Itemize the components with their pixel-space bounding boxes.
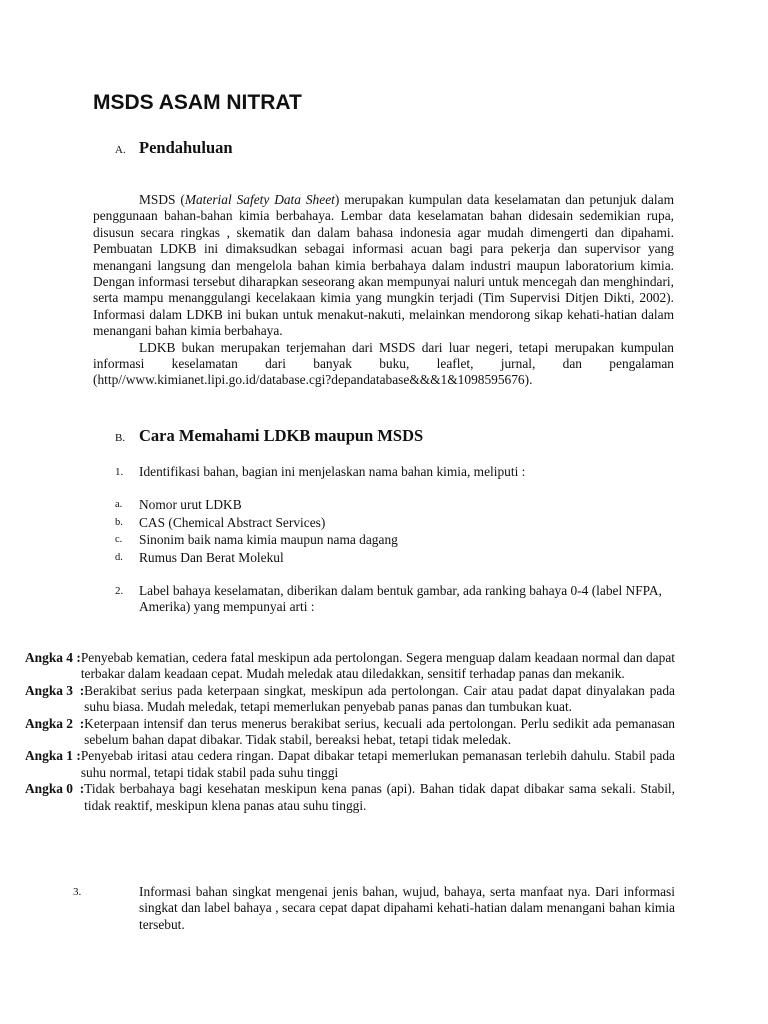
hazard-rank-label: Angka 0 : — [25, 781, 85, 797]
sublist-item — [115, 515, 398, 533]
hazard-rank-text: Tidak berbahaya bagi kesehatan meskipun kena panas (api). Bahan tidak dapat dibakar sama sekali. Stabil, tidak reaktif, meskipun klena panas atau suhu tinggi. — [84, 781, 675, 813]
hazard-rank-label: Angka 2 : — [25, 715, 85, 731]
list-item-2 — [115, 583, 675, 616]
intro-p1-rest: ) merupakan kumpulan data keselamatan dan petunjuk dalam penggunaan bahan-bahan kimia berbahaya. Lembar data keselamatan bahan didesain sedemikian rupa, disusun secara ringkas , skematik dan dalam bahasa indonesia agar mudah dimengerti dan dipahami. Pembuatan LDKB ini dimaksudkan sebagai informasi acuan bagi para pekerja dan supervisor yang menangani langsung dan mengelola bahan kimia berbahaya dalam industri maupun laboratorium kimia. Dengan informasi tersebut diharapkan seseorang akan mempunyai naluri untuk mencegah dan menghindari, serta mampu menanggulangi kecelakaan kimia yang mungkin terjadi (Tim Supervisi Ditjen Dikti, 2002). Informasi dalam LDKB ini bukan untuk menakut-nakuti, melainkan mendorong sikap kehati-hatian dalam menangani bahan kimia berbahaya. — [93, 192, 675, 339]
sublist-letter: b. — [115, 516, 123, 528]
sublist-text: CAS (Chemical Abstract Services) — [139, 514, 326, 530]
intro-p1-start: MSDS ( — [139, 192, 185, 207]
hazard-rank-label: Angka 4 : — [25, 650, 81, 665]
sublist-item — [115, 497, 398, 515]
sublist-letter: c. — [115, 534, 123, 545]
hazard-rank-4 — [25, 650, 675, 683]
sublist-item — [115, 532, 398, 550]
list-item-3-number: 3. — [73, 886, 82, 898]
section-b-letter: B. — [115, 432, 126, 444]
section-a-letter: A. — [115, 144, 126, 156]
hazard-rank-text: Berakibat serius pada keterpaan singkat, meskipun ada pertolongan. Cair atau padat dapat dinyalakan pada suhu biasa. Mudah meledak, tetapi memerlukan penyebab panas panas dan tumbukan kuat. — [84, 682, 675, 715]
intro-p1-italic: Material Safety Data Sheet — [184, 192, 335, 207]
sublist-item — [115, 550, 398, 568]
hazard-rank-label: Angka 3 : — [25, 682, 85, 698]
sublist-text: Rumus Dan Berat Molekul — [139, 549, 284, 565]
hazard-rank-text: Penyebab iritasi atau cedera ringan. Dapat dibakar tetapi memerlukan pemanasan terlebih dahulu. Stabil pada suhu normal, tetapi tidak stabil pada suhu tinggi — [80, 748, 675, 780]
list-item-1-text: Identifikasi bahan, bagian ini menjelaskan nama bahan kimia, meliputi : — [139, 464, 526, 479]
sublist-text: Nomor urut LDKB — [139, 497, 242, 512]
hazard-rank-text: Keterpaan intensif dan terus menerus berakibat serius, kecuali ada pertolongan. Perlu sedikit ada pemanasan sebelum bahan dapat dibakar. Tidak stabil, bereaksi hebat, tetapi tidak meledak. — [84, 715, 675, 748]
list-item-3 — [73, 884, 675, 933]
hazard-rank-3 — [25, 683, 675, 716]
section-b-title: Cara Memahami LDKB maupun MSDS — [139, 426, 424, 445]
hazard-rank-0 — [25, 781, 675, 814]
intro-paragraph-2: LDKB bukan merupakan terjemahan dari MSDS dari luar negeri, tetapi merupakan kumpulan informasi keselamatan dari banyak buku, leaflet, jurnal, dan pengalaman (http//www.kimianet.lipi.go.id/database.cgi?depandatabase&&&1&1098595676). — [93, 339, 674, 388]
sublist-letter: d. — [115, 551, 123, 563]
section-b-heading — [115, 428, 423, 446]
section-a-heading — [115, 140, 233, 158]
list-item-2-number: 2. — [115, 585, 124, 597]
hazard-rank-list — [25, 650, 675, 814]
sublist-letter: a. — [115, 499, 123, 510]
hazard-rank-1 — [25, 748, 675, 781]
sublist-text: Sinonim baik nama kimia maupun nama dagang — [139, 532, 398, 547]
list-item-2-text: Label bahaya keselamatan, diberikan dalam bentuk gambar, ada ranking bahaya 0-4 (label NFPA, Amerika) yang mempunyai arti : — [139, 583, 662, 615]
list-item-3-text: Informasi bahan singkat mengenai jenis bahan, wujud, bahaya, serta manfaat nya. Dari informasi singkat dan label bahaya , secara cepat dapat dipahami kehati-hatian dalam menangani bahan kimia tersebut. — [139, 884, 675, 932]
list-item-1-number: 1. — [115, 466, 124, 478]
intro-text — [93, 192, 674, 389]
hazard-rank-label: Angka 1 : — [25, 748, 81, 764]
intro-paragraph-1 — [93, 192, 674, 340]
hazard-rank-2 — [25, 716, 675, 749]
list-item-1 — [115, 464, 675, 480]
hazard-rank-text: Penyebab kematian, cedera fatal meskipun ada pertolongan. Segera menguap dalam keadaan normal dan dapat terbakar dalam keadaan cepat. Mudah meledak atau diledakkan, sensitif terhadap panas dan mekanik. — [80, 650, 675, 682]
identification-sublist — [115, 497, 398, 567]
document-title: MSDS ASAM NITRAT — [93, 91, 302, 114]
section-a-title: Pendahuluan — [139, 138, 233, 157]
